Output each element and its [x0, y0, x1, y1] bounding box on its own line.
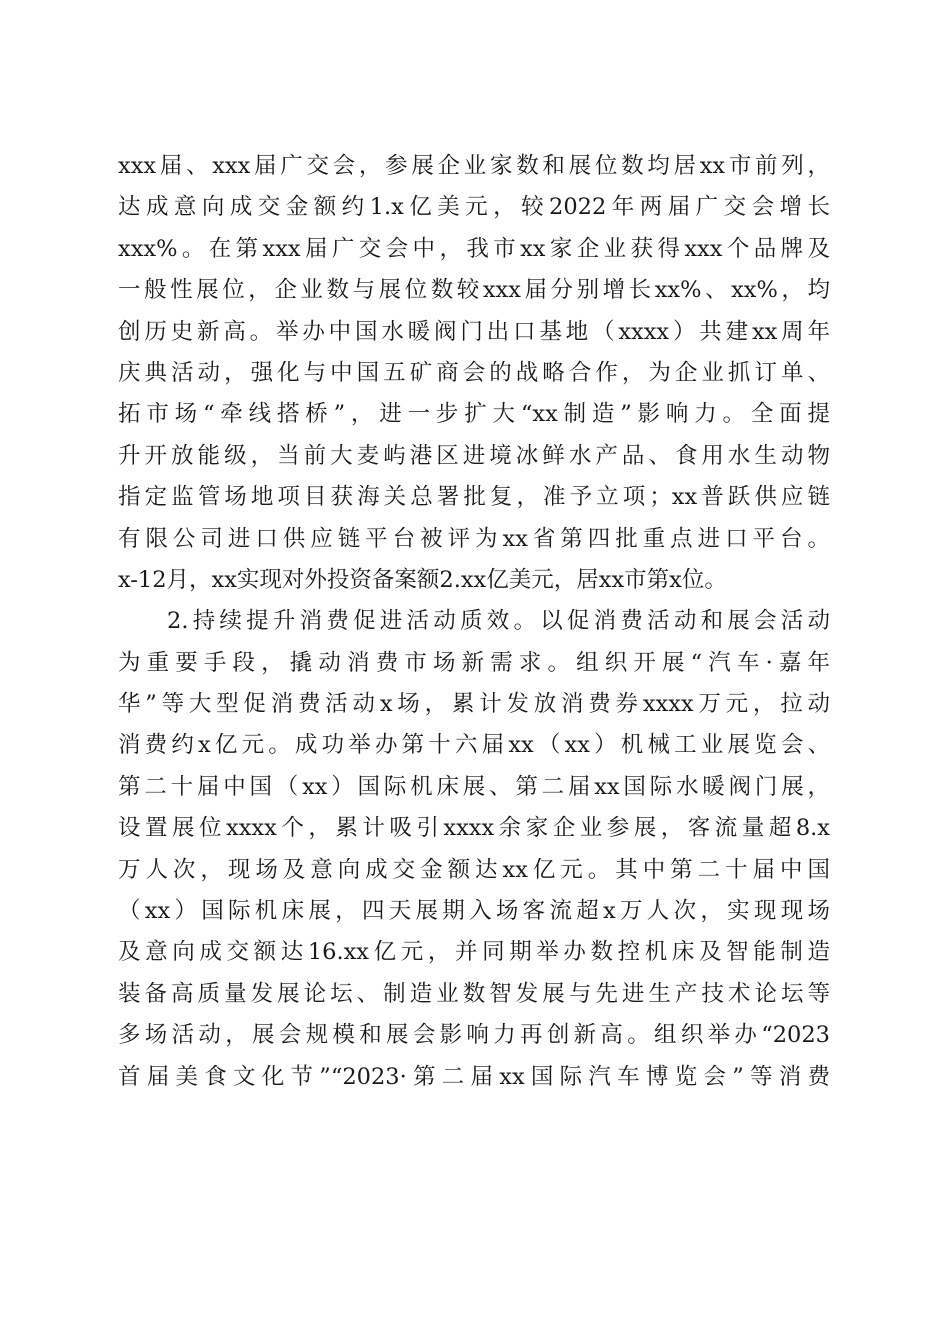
text-line: 万人次，现场及意向成交金额达xx亿元。其中第二十届中国: [118, 856, 830, 883]
text-line: 一般性展位，企业数与展位数较xxx届分别增长xx%、xx%，均: [118, 277, 830, 304]
text-line: 有限公司进口供应链平台被评为xx省第四批重点进口平台。: [118, 525, 830, 552]
text-line: 华”等大型促消费活动x场，累计发放消费券xxxx万元，拉动: [118, 691, 830, 718]
text-line: x-12月，xx实现对外投资备案额2.xx亿美元，居xx市第x位。: [118, 566, 727, 593]
text-line: 拓市场“牵线搭桥”，进一步扩大“xx制造”影响力。全面提: [118, 401, 830, 428]
text-line: 多场活动，展会规模和展会影响力再创新高。组织举办“2023: [118, 1022, 830, 1049]
text-line: 及意向成交额达16.xx亿元，并同期举办数控机床及智能制造: [118, 939, 830, 966]
body-text: [118, 146, 830, 1098]
text-line: （xx）国际机床展，四天展期入场客流超x万人次，实现现场: [118, 898, 830, 925]
paragraph-heading-line: 2.持续提升消费促进活动质效。以促消费活动和展会活动: [167, 608, 830, 635]
text-line: 升开放能级，当前大麦屿港区进境冰鲜水产品、食用水生动物: [118, 442, 830, 469]
text-line: 设置展位xxxx个，累计吸引xxxx余家企业参展，客流量超8.x: [118, 815, 830, 842]
text-line: 第二十届中国（xx）国际机床展、第二届xx国际水暖阀门展，: [118, 773, 830, 800]
text-line: 创历史新高。举办中国水暖阀门出口基地（xxxx）共建xx周年: [118, 318, 830, 345]
text-line: 装备高质量发展论坛、制造业数智发展与先进生产技术论坛等: [118, 980, 830, 1007]
text-line: xxx%。在第xxx届广交会中，我市xx家企业获得xxx个品牌及: [118, 235, 830, 262]
text-line: 为重要手段，撬动消费市场新需求。组织开展“汽车·嘉年: [118, 649, 830, 676]
text-line: 庆典活动，强化与中国五矿商会的战略合作，为企业抓订单、: [118, 359, 830, 386]
text-line: 消费约x亿元。成功举办第十六届xx（xx）机械工业展览会、: [118, 732, 830, 759]
text-line: xxx届、xxx届广交会，参展企业家数和展位数均居xx市前列，: [118, 153, 830, 179]
text-line: 首届美食文化节”“2023·第二届xx国际汽车博览会”等消费: [118, 1063, 830, 1090]
text-line: 达成意向成交金额约1.x亿美元，较2022年两届广交会增长: [118, 194, 830, 221]
text-line: 指定监管场地项目获海关总署批复，准予立项；xx普跃供应链: [118, 484, 830, 511]
